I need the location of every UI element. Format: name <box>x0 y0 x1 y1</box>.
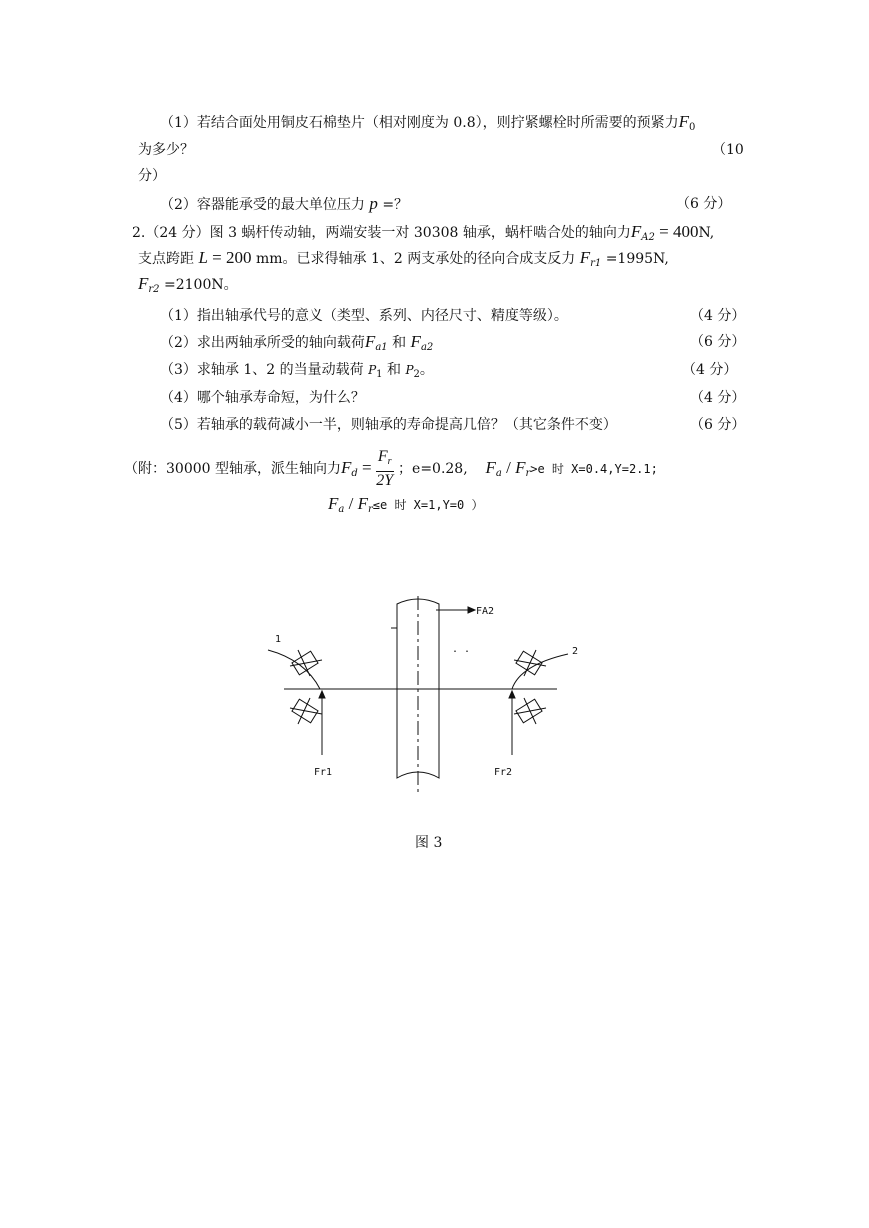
subq-4-points: （4 分） <box>690 390 746 406</box>
q2-fr2-symbol: F <box>138 274 149 293</box>
subq-2-symbol-b: F <box>410 332 421 351</box>
label-bearing-1: 1 <box>275 634 282 645</box>
q1-part2-points: （6 分） <box>676 196 732 212</box>
appendix-eq: = <box>357 458 376 477</box>
subq-5: （5）若轴承的载荷减小一半，则轴承的寿命提高几倍？（其它条件不变） <box>160 417 617 433</box>
appendix-text-c: >e 时 X=0.4,Y=2.1; <box>530 462 658 476</box>
subq-5-points: （6 分） <box>690 417 746 433</box>
appendix-frac-num: F <box>377 448 388 465</box>
appendix-ratio-fa-sub: a <box>495 468 502 479</box>
label-bearing-2: 2 <box>572 646 579 657</box>
subq-3-text: （3）求轴承 1、2 的当量动载荷 <box>160 362 364 378</box>
q2-fa2-value: = 400 <box>654 222 699 241</box>
subq-2-and: 和 <box>392 335 407 351</box>
subq-2-sub-a1: a1 <box>375 342 388 353</box>
figure-caption: 图 3 <box>415 835 443 851</box>
appendix-line2-fa: F <box>328 494 339 513</box>
q2-fr2-value: =2100N。 <box>164 277 238 293</box>
subq-3-p2: P <box>405 363 414 377</box>
subq-3-end: 。 <box>419 362 434 378</box>
appendix-line2-slash: / <box>344 494 358 513</box>
fr1-arrowhead <box>319 691 325 698</box>
label-fr1: Fr1 <box>314 767 333 778</box>
q1-part1-text: （1）若结合面处用铜皮石棉垫片（相对刚度为 0.8），则拧紧螺栓时所需要的预紧力 <box>160 115 679 131</box>
q2-intro-line <box>132 222 714 248</box>
subq-2-text: （2）求出两轴承所受的轴向载荷 <box>160 335 365 351</box>
appendix-ratio-slash: / <box>501 458 516 477</box>
subq-3-and: 和 <box>386 362 401 378</box>
subq-2-sub-a2: a2 <box>420 342 434 353</box>
q2-intro-text: 2.（24 分）图 3 蜗杆传动轴，两端安装一对 30308 轴承，蜗杆啮合处的轴向力 <box>132 225 631 241</box>
subq-2-points: （6 分） <box>690 334 746 350</box>
appendix-ratio-fa: F <box>485 458 496 477</box>
figure-3-diagram <box>250 590 580 800</box>
bearing-1 <box>268 650 322 724</box>
q2-fa2-subscript: A2 <box>641 232 655 243</box>
subq-3-points: （4 分） <box>682 362 738 378</box>
subq-1-points: （4 分） <box>690 308 746 324</box>
q2-fr2-subscript: r2 <box>148 284 160 295</box>
appendix-text-b: ；e=0.28, <box>398 461 468 477</box>
label-fa2: FA2 <box>476 606 495 617</box>
appendix-frac-den: 2Y <box>376 472 394 489</box>
q2-fr2-line <box>138 274 238 300</box>
label-fr2: Fr2 <box>494 767 513 778</box>
q2-fa2-symbol: F <box>630 222 642 241</box>
q1-part1-line <box>160 112 695 138</box>
q2-span-text: 支点跨距 <box>138 251 194 267</box>
q2-span-line <box>138 248 669 274</box>
q1-part1-points-b: 分） <box>138 168 166 184</box>
appendix-ratio-fr-sub: r <box>525 468 531 479</box>
subq-3-p1: P <box>368 363 377 377</box>
q1-part1-cont: 为多少？ <box>138 142 194 158</box>
q2-fa2-unit: N, <box>698 225 715 241</box>
q1-part1-subscript: 0 <box>689 122 696 133</box>
appendix-fd-symbol: F <box>341 458 352 477</box>
subq-3-p2-sub: 2 <box>413 369 420 380</box>
appendix-line2-fr: F <box>357 494 368 513</box>
appendix-ratio-fr: F <box>515 458 526 477</box>
q2-span-unit: mm。已求得轴承 1、2 两支承处的径向合成支反力 <box>251 251 576 267</box>
appendix-fraction <box>376 448 394 490</box>
fr2-arrowhead <box>509 691 515 698</box>
q2-fr1-subscript: r1 <box>590 258 602 269</box>
appendix-line2-fr-sub: r <box>367 504 373 515</box>
appendix-line2-text: ≤e 时 X=1,Y=0 ） <box>372 498 484 512</box>
fa2-arrowhead <box>468 607 475 613</box>
subq-2 <box>160 332 433 358</box>
q1-part2-line <box>160 194 408 215</box>
q1-part1-symbol: F <box>678 112 690 131</box>
appendix-fd-sub: d <box>351 468 358 479</box>
appendix-frac-num-sub: r <box>387 456 392 467</box>
appendix-line2 <box>328 494 483 520</box>
subq-3-p1-sub: 1 <box>376 369 383 380</box>
appendix-line1 <box>124 448 658 492</box>
figure-dots: . . <box>452 644 471 655</box>
subq-4: （4）哪个轴承寿命短，为什么？ <box>160 390 365 406</box>
subq-2-symbol-a: F <box>364 332 376 351</box>
q2-fr1-value: =1995N, <box>605 251 669 267</box>
appendix-line2-fa-sub: a <box>338 504 345 515</box>
q1-part2-after: =？ <box>382 197 409 213</box>
bearing-2 <box>512 650 568 724</box>
appendix-text-a: （附：30000 型轴承，派生轴向力 <box>124 461 341 477</box>
q2-span-value: = 200 <box>207 248 252 267</box>
q1-part2-text: （2）容器能承受的最大单位压力 <box>160 197 365 213</box>
q1-part2-symbol: p <box>369 194 378 213</box>
q1-part1-points-a: （10 <box>712 142 744 158</box>
subq-1: （1）指出轴承代号的意义（类型、系列、内径尺寸、精度等级）。 <box>160 308 568 324</box>
q2-span-symbol: L <box>198 248 208 267</box>
q2-fr1-symbol: F <box>579 248 591 267</box>
subq-3 <box>160 360 434 385</box>
